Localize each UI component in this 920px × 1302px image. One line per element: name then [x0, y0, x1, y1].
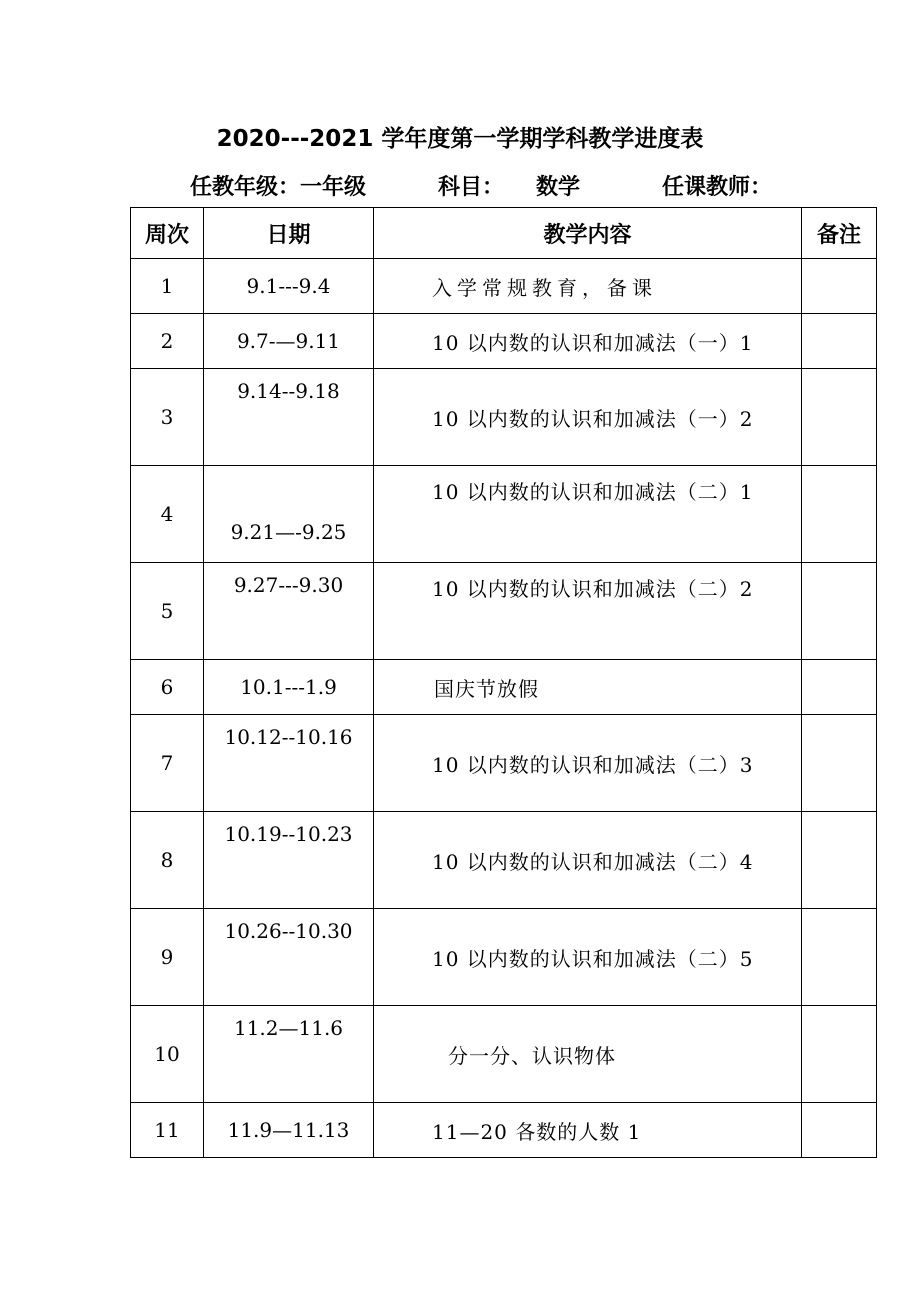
note-cell [802, 563, 877, 660]
content-cell: 10 以内数的认识和加减法（一）1 [374, 314, 802, 369]
table-row [131, 812, 877, 909]
table-row [131, 909, 877, 1006]
date-cell: 10.1---1.9 [204, 660, 374, 715]
schedule-table [130, 207, 877, 1158]
header-content: 教学内容 [374, 208, 802, 259]
week-cell: 5 [131, 563, 204, 660]
table-row [131, 369, 877, 466]
table-row [131, 660, 877, 715]
note-cell [802, 369, 877, 466]
table-row [131, 563, 877, 660]
note-cell [802, 259, 877, 314]
date-cell: 11.9—11.13 [204, 1103, 374, 1158]
date-cell: 11.2—11.6 [204, 1006, 374, 1103]
note-cell [802, 909, 877, 1006]
content-cell: 10 以内数的认识和加减法（二）5 [374, 909, 802, 1006]
content-cell: 10 以内数的认识和加减法（二）1 [374, 466, 802, 563]
table-row [131, 314, 877, 369]
content-cell: 10 以内数的认识和加减法（一）2 [374, 369, 802, 466]
subject-label: 科目： [438, 175, 505, 200]
note-cell [802, 1103, 877, 1158]
header-row [131, 208, 877, 259]
date-cell: 10.19--10.23 [204, 812, 374, 909]
note-cell [802, 466, 877, 563]
note-cell [802, 660, 877, 715]
table-row [131, 259, 877, 314]
grade-label: 任教年级：一年级 [190, 175, 367, 200]
week-cell: 10 [131, 1006, 204, 1103]
week-cell: 4 [131, 466, 204, 563]
week-cell: 3 [131, 369, 204, 466]
subject-value: 数学 [536, 175, 581, 200]
week-cell: 8 [131, 812, 204, 909]
content-cell: 11—20 各数的人数 1 [374, 1103, 802, 1158]
content-cell: 10 以内数的认识和加减法（二）2 [374, 563, 802, 660]
week-cell: 1 [131, 259, 204, 314]
teacher-label: 任课教师： [662, 175, 773, 200]
date-cell: 9.7-—9.11 [204, 314, 374, 369]
document-title: 2020---2021 学年度第一学期学科教学进度表 [216, 126, 704, 152]
week-cell: 11 [131, 1103, 204, 1158]
table-row [131, 715, 877, 812]
header-date: 日期 [204, 208, 374, 259]
note-cell [802, 715, 877, 812]
table-row [131, 1103, 877, 1158]
header-note: 备注 [802, 208, 877, 259]
date-cell: 10.12--10.16 [204, 715, 374, 812]
content-cell: 10 以内数的认识和加减法（二）3 [374, 715, 802, 812]
date-cell: 9.21—-9.25 [204, 466, 374, 563]
date-cell: 9.14--9.18 [204, 369, 374, 466]
content-cell: 10 以内数的认识和加减法（二）4 [374, 812, 802, 909]
week-cell: 6 [131, 660, 204, 715]
week-cell: 7 [131, 715, 204, 812]
note-cell [802, 1006, 877, 1103]
table-row [131, 466, 877, 563]
content-cell: 国庆节放假 [374, 660, 802, 715]
note-cell [802, 812, 877, 909]
content-cell: 分一分、认识物体 [374, 1006, 802, 1103]
week-cell: 2 [131, 314, 204, 369]
note-cell [802, 314, 877, 369]
content-cell: 入学常规教育，备课 [374, 259, 802, 314]
table-row [131, 1006, 877, 1103]
header-week: 周次 [131, 208, 204, 259]
date-cell: 9.27---9.30 [204, 563, 374, 660]
week-cell: 9 [131, 909, 204, 1006]
date-cell: 10.26--10.30 [204, 909, 374, 1006]
date-cell: 9.1---9.4 [204, 259, 374, 314]
